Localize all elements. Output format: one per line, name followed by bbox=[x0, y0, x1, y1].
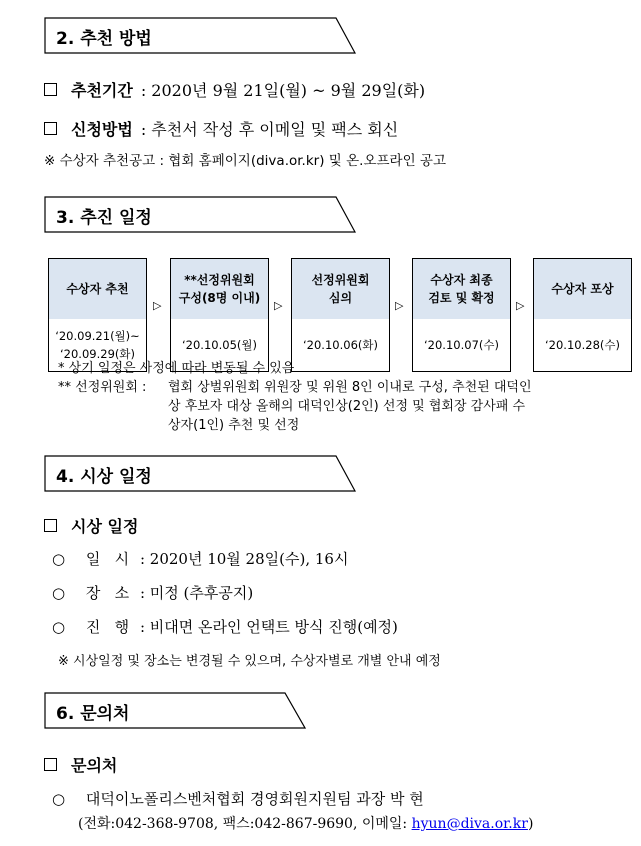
step-date: ‘20.10.06(화) bbox=[303, 338, 378, 352]
flow-date-5 bbox=[533, 319, 632, 372]
step-date: ‘20.10.07(수) bbox=[424, 338, 499, 352]
section-header-2 bbox=[44, 17, 356, 54]
section-title: 6. 문의처 bbox=[56, 704, 130, 724]
step-date: ‘20.10.28(수) bbox=[545, 338, 620, 352]
ceremony-place bbox=[52, 582, 253, 603]
checkbox-square bbox=[44, 83, 57, 96]
step-title: 구성(8명 이내) bbox=[178, 291, 261, 305]
arrow-icon: ▷ bbox=[153, 299, 162, 312]
step-title: 선정위원회 bbox=[311, 273, 370, 287]
contact-phone-fax: (전화:042-368-9708, 팩스:042-867-9690, 이메일: bbox=[78, 816, 412, 832]
section-header-3 bbox=[44, 196, 356, 233]
place-label: 장 소 bbox=[85, 584, 130, 602]
email-link[interactable]: hyun@diva.or.kr bbox=[411, 816, 528, 832]
ceremony-notice: ※ 시상일정 및 장소는 변경될 수 있으며, 수상자별로 개별 안내 예정 bbox=[58, 654, 441, 669]
contact-name: 대덕이노폴리스벤처협회 경영회원지원팀 과장 박 현 bbox=[85, 790, 424, 808]
step-title: 심의 bbox=[328, 291, 353, 305]
ceremony-heading-label: 시상 일정 bbox=[71, 517, 139, 536]
contact-line-2 bbox=[78, 813, 533, 833]
schedule-note-2-label: ** 선정위원회 : bbox=[58, 380, 147, 395]
apply-method bbox=[44, 117, 398, 140]
recommend-period bbox=[44, 78, 425, 101]
ceremony-date bbox=[52, 548, 348, 569]
arrow-icon: ▷ bbox=[516, 299, 525, 312]
schedule-note-1: * 상기 일정은 사정에 따라 변동될 수 있음 bbox=[58, 361, 295, 376]
step-title: **선정위원회 bbox=[184, 273, 255, 287]
step-date: ‘20.09.21(월)~ bbox=[55, 329, 140, 343]
flow-step-5 bbox=[533, 258, 632, 320]
bullet-icon: ○ bbox=[52, 618, 66, 636]
step-title: 검토 및 확정 bbox=[428, 291, 495, 305]
recommend-notice: ※ 수상자 추천공고 : 협회 홈페이지(diva.or.kr) 및 온.오프라인 공고 bbox=[44, 153, 446, 169]
flow-date-3 bbox=[291, 319, 390, 372]
checkbox-square bbox=[44, 758, 57, 771]
date-label: 일 시 bbox=[85, 550, 130, 568]
proceed-label: 진 행 bbox=[85, 618, 130, 636]
flow-date-4 bbox=[412, 319, 511, 372]
section-header-4 bbox=[44, 455, 356, 492]
bullet-icon: ○ bbox=[52, 550, 66, 568]
step-date: ‘20.10.05(월) bbox=[182, 338, 257, 352]
flow-step-3 bbox=[291, 258, 390, 320]
section-title: 3. 추진 일정 bbox=[56, 208, 152, 228]
section-title: 2. 추천 방법 bbox=[56, 29, 152, 49]
step-title: 수상자 추천 bbox=[66, 282, 129, 296]
period-value: : 2020년 9월 21일(월) ~ 9월 29일(화) bbox=[140, 81, 426, 100]
contact-heading-label: 문의처 bbox=[71, 756, 118, 775]
apply-label: 신청방법 bbox=[71, 120, 133, 139]
step-title: 수상자 포상 bbox=[551, 282, 614, 296]
apply-value: : 추천서 작성 후 이메일 및 팩스 회신 bbox=[140, 120, 399, 139]
checkbox-square bbox=[44, 519, 57, 532]
schedule-note-2-line1: 협회 상벌위원회 위원장 및 위원 8인 이내로 구성, 추천된 대덕인 bbox=[168, 380, 532, 395]
bullet-icon: ○ bbox=[52, 584, 66, 602]
flow-step-1 bbox=[48, 258, 147, 320]
ceremony-proceed bbox=[52, 616, 398, 637]
ceremony-heading bbox=[44, 514, 138, 537]
section-title: 4. 시상 일정 bbox=[56, 467, 152, 487]
place-value: : 미정 (추후공지) bbox=[139, 584, 254, 602]
date-value: : 2020년 10월 28일(수), 16시 bbox=[139, 550, 349, 568]
flow-step-4 bbox=[412, 258, 511, 320]
contact-suffix: ) bbox=[527, 816, 534, 832]
schedule-note-2-line2: 상 후보자 대상 올해의 대덕인상(2인) 선정 및 협회장 감사패 수 bbox=[168, 399, 525, 414]
schedule-note-2-line3: 상자(1인) 추천 및 선정 bbox=[168, 418, 300, 433]
section-header-6 bbox=[44, 692, 306, 729]
flow-step-2 bbox=[170, 258, 269, 320]
arrow-icon: ▷ bbox=[274, 299, 283, 312]
period-label: 추천기간 bbox=[71, 81, 133, 100]
checkbox-square bbox=[44, 122, 57, 135]
bullet-icon: ○ bbox=[52, 790, 66, 808]
contact-heading bbox=[44, 753, 117, 776]
arrow-icon: ▷ bbox=[395, 299, 404, 312]
step-date: ‘20.09.29(화) bbox=[60, 347, 135, 361]
contact-line-1 bbox=[52, 788, 424, 809]
proceed-value: : 비대면 온라인 언택트 방식 진행(예정) bbox=[139, 618, 398, 636]
step-title: 수상자 최종 bbox=[430, 273, 493, 287]
